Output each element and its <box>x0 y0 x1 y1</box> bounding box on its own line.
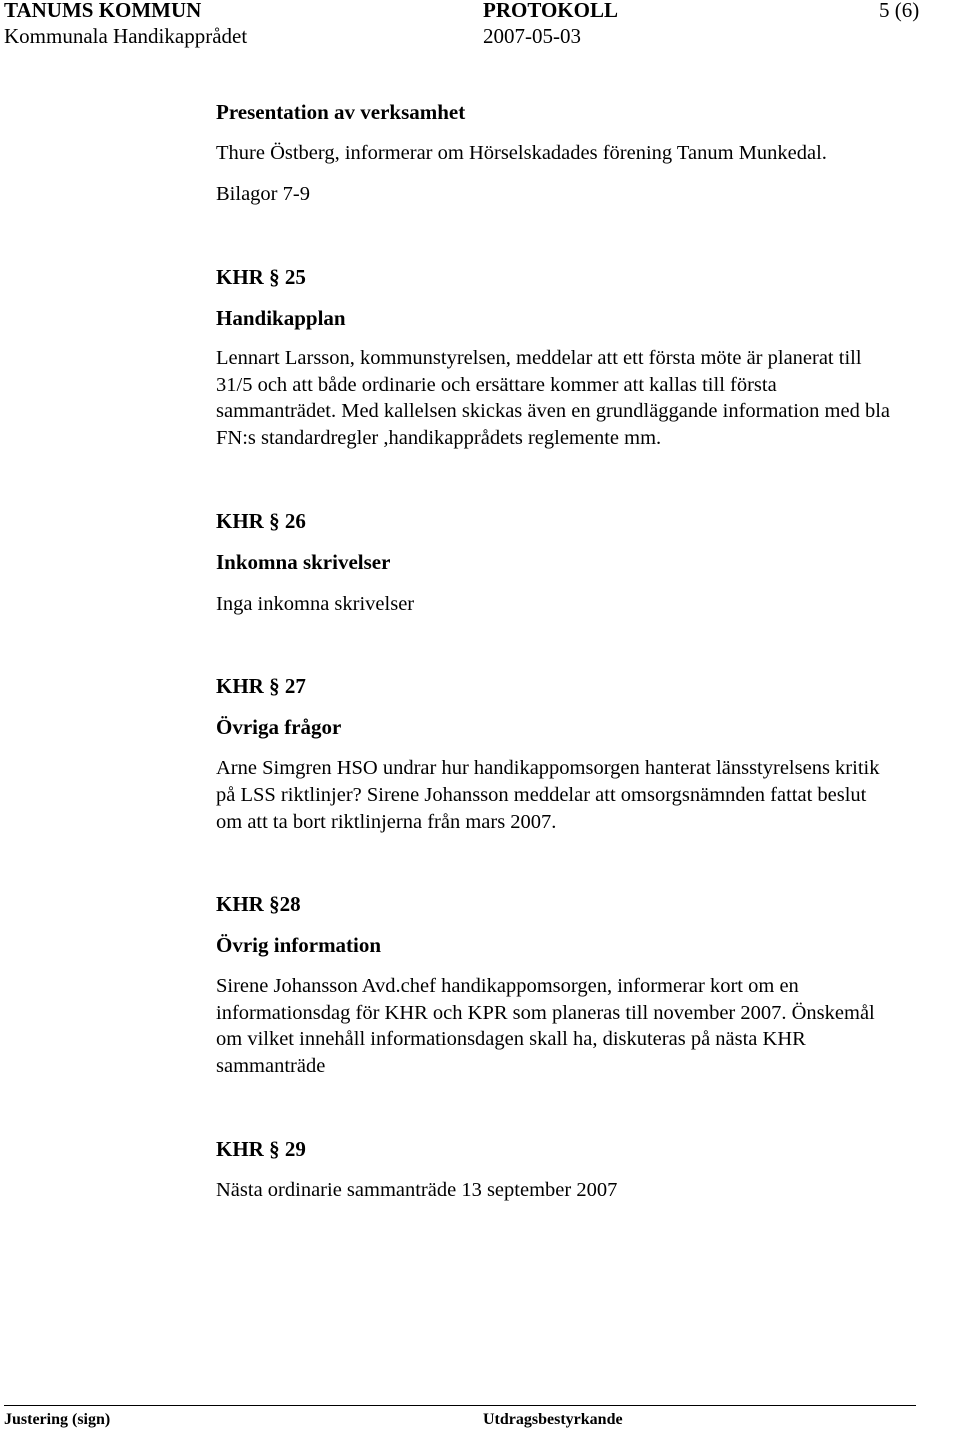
body-line: informationsdag för KHR och KPR som planeras till november 2007. Önskemål <box>216 1002 875 1024</box>
body-line: FN:s standardregler ,handikapprådets reglemente mm. <box>216 427 662 449</box>
page-number: 5 (6) <box>879 0 920 22</box>
body-line: 31/5 och att både ordinarie och ersättare kommer att kallas till första <box>216 374 777 396</box>
document-type: PROTOKOLL <box>483 0 618 22</box>
body-line: om att ta bort riktlinjerna från mars 2007. <box>216 811 557 833</box>
org-name: TANUMS KOMMUN <box>4 0 202 22</box>
body-line: Thure Östberg, informerar om Hörselskadades förening Tanum Munkedal. <box>216 142 827 164</box>
section-heading-ovrig-information: Övrig information <box>216 933 382 957</box>
body-line: Arne Simgren HSO undrar hur handikappomsorgen hanterat länsstyrelsens kritik <box>216 757 880 779</box>
section-heading-presentation: Presentation av verksamhet <box>216 100 466 124</box>
footer-utdragsbestyrkande-label: Utdragsbestyrkande <box>483 1411 623 1428</box>
body-line: sammanträdet. Med kallelsen skickas även en grundläggande information med bla <box>216 400 891 422</box>
section-heading-handikapplan: Handikapplan <box>216 306 346 330</box>
meeting-date: 2007-05-03 <box>483 24 581 48</box>
section-heading-ovriga-fragor: Övriga frågor <box>216 715 342 739</box>
section-heading-inkomna-skrivelser: Inkomna skrivelser <box>216 550 391 574</box>
body-line: Nästa ordinarie sammanträde 13 september 2007 <box>216 1179 618 1201</box>
council-name: Kommunala Handikapprådet <box>4 24 248 48</box>
footer-rule <box>4 1405 916 1406</box>
body-line: på LSS riktlinjer? Sirene Johansson meddelar att omsorgsnämnden fattat beslut <box>216 784 867 806</box>
paragraph-number-28: KHR §28 <box>216 892 301 916</box>
body-line: Inga inkomna skrivelser <box>216 593 415 615</box>
body-line: Sirene Johansson Avd.chef handikappomsorgen, informerar kort om en <box>216 975 799 997</box>
body-line: sammanträde <box>216 1055 326 1077</box>
paragraph-number-27: KHR § 27 <box>216 674 306 698</box>
body-line: Lennart Larsson, kommunstyrelsen, meddelar att ett första möte är planerat till <box>216 347 862 369</box>
footer-justering-label: Justering (sign) <box>4 1411 111 1428</box>
paragraph-number-25: KHR § 25 <box>216 265 306 289</box>
body-line: Bilagor 7-9 <box>216 183 310 205</box>
paragraph-number-29: KHR § 29 <box>216 1137 306 1161</box>
body-line: om vilket innehåll informationsdagen skall ha, diskuteras på nästa KHR <box>216 1028 806 1050</box>
paragraph-number-26: KHR § 26 <box>216 509 306 533</box>
